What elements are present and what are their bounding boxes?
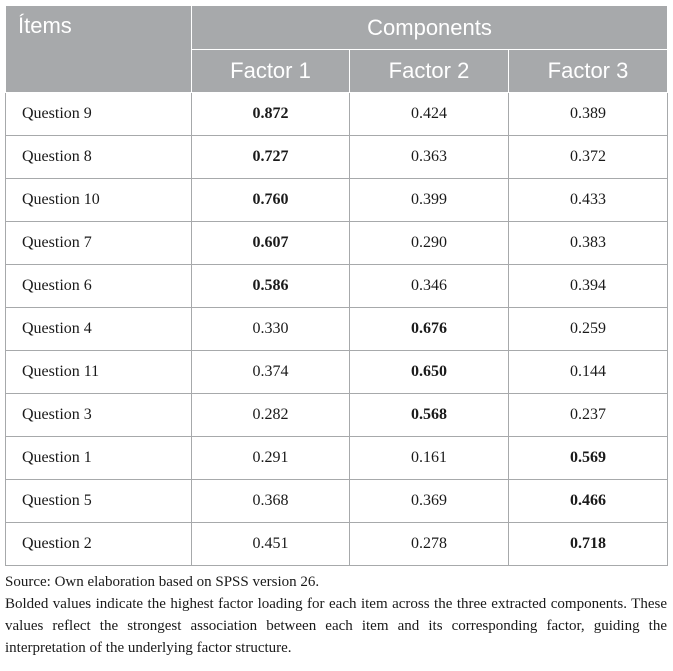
loading-cell-factor-3: 0.372 [509, 136, 668, 179]
factor-loadings-table [5, 5, 668, 566]
loading-cell-factor-1: 0.374 [192, 351, 350, 394]
loading-cell-factor-2: 0.363 [350, 136, 509, 179]
loading-cell-factor-2: 0.676 [350, 308, 509, 351]
loading-cell-factor-2: 0.290 [350, 222, 509, 265]
item-label: Question 3 [6, 394, 192, 437]
table-notes [5, 571, 667, 659]
loading-cell-factor-1: 0.586 [192, 265, 350, 308]
table-row [6, 308, 668, 351]
table-row [6, 265, 668, 308]
loading-cell-factor-2: 0.346 [350, 265, 509, 308]
table-row [6, 222, 668, 265]
table-body [6, 93, 668, 566]
loading-cell-factor-1: 0.451 [192, 523, 350, 566]
loading-cell-factor-3: 0.383 [509, 222, 668, 265]
loading-cell-factor-1: 0.760 [192, 179, 350, 222]
loading-cell-factor-1: 0.330 [192, 308, 350, 351]
item-label: Question 7 [6, 222, 192, 265]
loading-cell-factor-3: 0.144 [509, 351, 668, 394]
loading-cell-factor-1: 0.607 [192, 222, 350, 265]
factor-2-header: Factor 2 [350, 50, 509, 93]
loading-cell-factor-3: 0.466 [509, 480, 668, 523]
item-label: Question 1 [6, 437, 192, 480]
item-label: Question 11 [6, 351, 192, 394]
item-label: Question 10 [6, 179, 192, 222]
loading-cell-factor-1: 0.872 [192, 93, 350, 136]
loading-cell-factor-3: 0.569 [509, 437, 668, 480]
table-row [6, 179, 668, 222]
loading-cell-factor-1: 0.368 [192, 480, 350, 523]
explanation-note: Bolded values indicate the highest factor loading for each item across the three extracted components. These values reflect the strongest association between each item and its corresponding factor, guiding the interpretation of the underlying factor structure. [5, 596, 667, 656]
table-row [6, 93, 668, 136]
item-label: Question 4 [6, 308, 192, 351]
loading-cell-factor-2: 0.369 [350, 480, 509, 523]
source-note: Source: Own elaboration based on SPSS version 26. [5, 574, 320, 590]
table-row [6, 437, 668, 480]
item-label: Question 6 [6, 265, 192, 308]
table-row [6, 351, 668, 394]
components-header: Components [192, 6, 668, 50]
loading-cell-factor-1: 0.282 [192, 394, 350, 437]
table-row [6, 480, 668, 523]
loading-cell-factor-3: 0.433 [509, 179, 668, 222]
table-row [6, 523, 668, 566]
loading-cell-factor-2: 0.278 [350, 523, 509, 566]
loading-cell-factor-3: 0.718 [509, 523, 668, 566]
loading-cell-factor-2: 0.399 [350, 179, 509, 222]
loading-cell-factor-3: 0.259 [509, 308, 668, 351]
table-row [6, 394, 668, 437]
item-label: Question 8 [6, 136, 192, 179]
loading-cell-factor-3: 0.389 [509, 93, 668, 136]
item-label: Question 9 [6, 93, 192, 136]
loading-cell-factor-2: 0.568 [350, 394, 509, 437]
item-label: Question 2 [6, 523, 192, 566]
table-row [6, 136, 668, 179]
loading-cell-factor-2: 0.650 [350, 351, 509, 394]
loading-cell-factor-1: 0.727 [192, 136, 350, 179]
loading-cell-factor-2: 0.424 [350, 93, 509, 136]
loading-cell-factor-3: 0.237 [509, 394, 668, 437]
factor-1-header: Factor 1 [192, 50, 350, 93]
items-header: Ítems [6, 6, 192, 93]
factor-3-header: Factor 3 [509, 50, 668, 93]
item-label: Question 5 [6, 480, 192, 523]
loading-cell-factor-1: 0.291 [192, 437, 350, 480]
loading-cell-factor-3: 0.394 [509, 265, 668, 308]
loading-cell-factor-2: 0.161 [350, 437, 509, 480]
